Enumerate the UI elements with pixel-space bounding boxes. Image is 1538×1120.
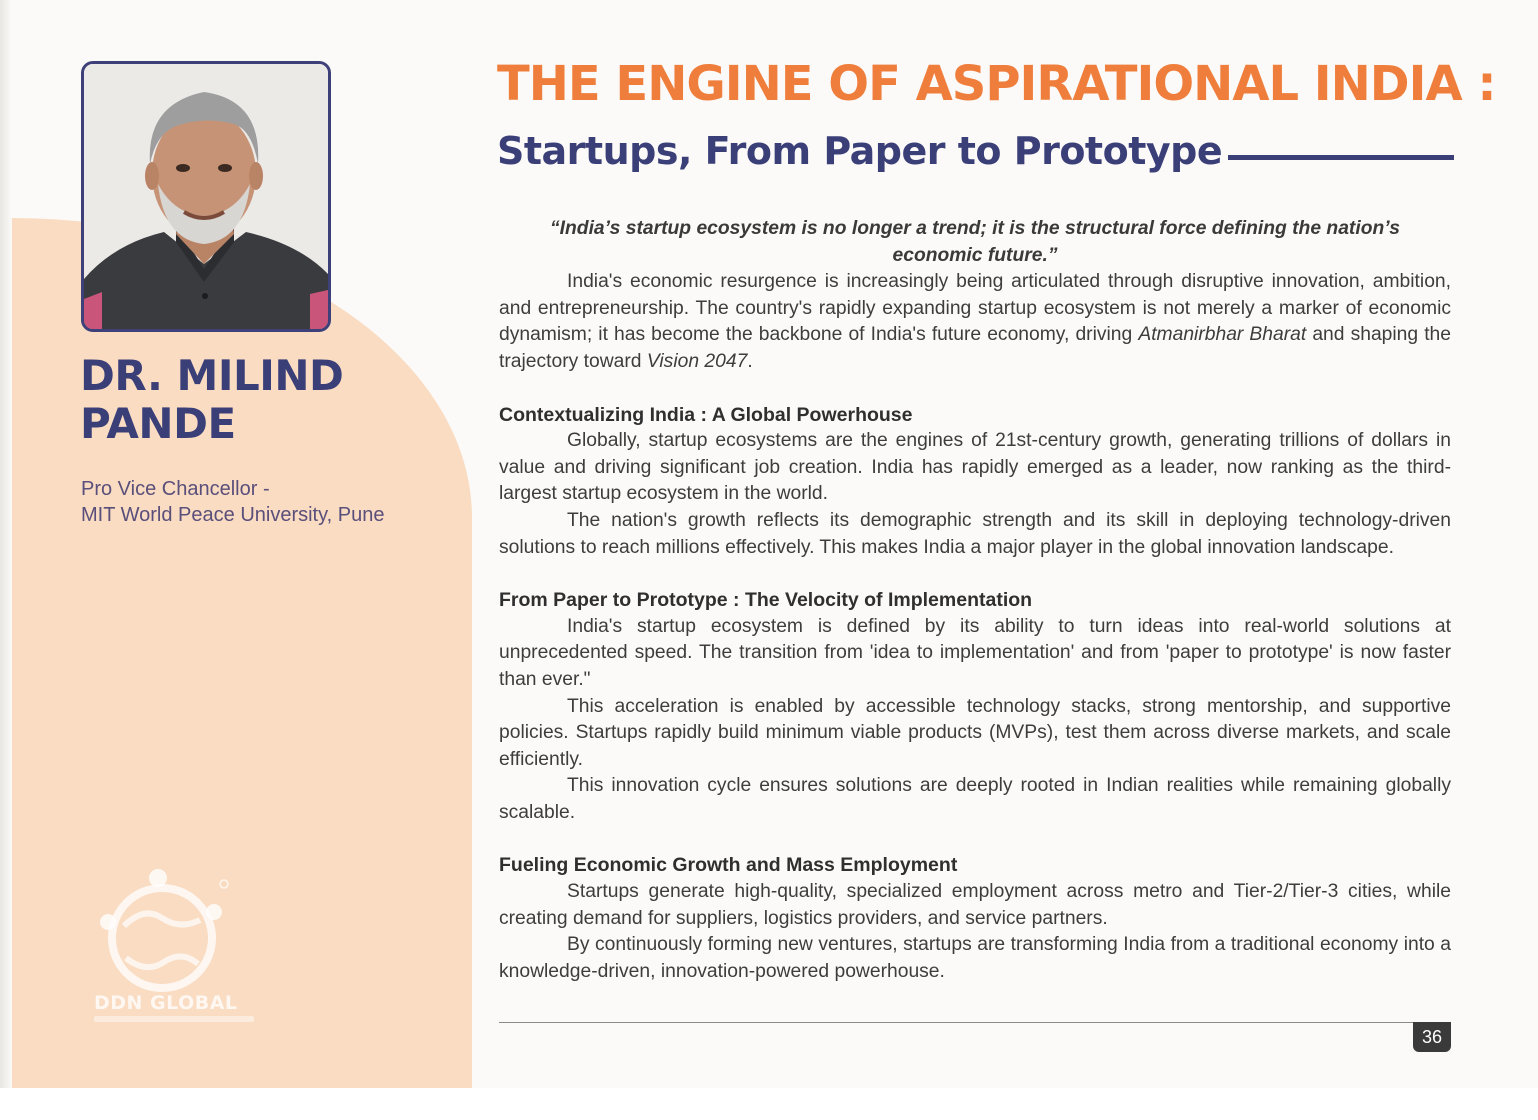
author-name (80, 352, 460, 448)
page-edge-shadow (0, 0, 12, 1120)
pull-quote: “India’s startup ecosystem is no longer a trend; it is the structural force defining the nation’s economic future.” (550, 218, 1400, 266)
section-paragraph: India's startup ecosystem is defined by its ability to turn ideas into real-world solutions at unprecedented speed. The transition from 'idea to implementation' and from 'paper to prototype' is now faster than ever." (499, 615, 1451, 690)
author-role (81, 476, 461, 528)
author-name-line1: DR. MILIND (80, 351, 344, 400)
section-paragraph: This acceleration is enabled by accessible technology stacks, strong mentorship, and supportive policies. Startups rapidly build minimum viable products (MVPs), test them across diverse markets, and scale efficiently. (499, 695, 1451, 770)
author-photo (81, 61, 331, 332)
article-subtitle: Startups, From Paper to Prototype (497, 129, 1223, 173)
footer-rule (499, 1022, 1413, 1023)
portrait-image (84, 64, 328, 329)
intro-text-3: . (747, 350, 753, 372)
intro-emphasis-1: Atmanirbhar Bharat (1138, 324, 1307, 346)
article-title: THE ENGINE OF ASPIRATIONAL INDIA : (497, 56, 1496, 112)
intro-paragraph (499, 269, 1451, 375)
section-heading: From Paper to Prototype : The Velocity of Implementation (499, 589, 1033, 612)
intro-emphasis-2: Vision 2047 (646, 350, 748, 372)
section-heading: Fueling Economic Growth and Mass Employment (499, 854, 958, 877)
logo-tagline (94, 1016, 254, 1022)
intro-text-1: India's economic resurgence is increasingly being articulated through disruptive innovation, ambition, and entrepreneurship. The country's rapidly expanding startup ecosystem is not merely a marker of economic dynamism; it has become the backbone of India's future economy, driving (499, 271, 1451, 346)
author-name-line2: PANDE (80, 399, 236, 448)
subtitle-underline (1228, 155, 1454, 160)
page-bottom-margin (0, 1088, 1538, 1120)
section-paragraph: By continuously forming new ventures, startups are transforming India from a traditional economy into a knowledge-driven, innovation-powered powerhouse. (499, 934, 1451, 982)
page-number: 36 (1413, 1022, 1451, 1052)
article-body (499, 216, 1451, 985)
section-heading: Contextualizing India : A Global Powerhouse (499, 403, 913, 426)
section-paragraph: Globally, startup ecosystems are the engines of 21st-century growth, generating trillions of dollars in value and driving significant job creation. India has rapidly emerged as a leader, now ranking as the third-largest startup ecosystem in the world. (499, 430, 1451, 505)
section-paragraph: Startups generate high-quality, specialized employment across metro and Tier-2/Tier-3 cities, while creating demand for suppliers, logistics providers, and service partners. (499, 881, 1451, 929)
section-paragraph: This innovation cycle ensures solutions are deeply rooted in Indian realities while remaining globally scalable. (499, 775, 1451, 823)
author-role-line1: Pro Vice Chancellor - (81, 478, 270, 500)
intro-text-2: and shaping the trajectory toward (499, 324, 1452, 372)
author-role-line2: MIT World Peace University, Pune (81, 504, 385, 526)
logo-wordmark: DDN GLOBAL (94, 992, 238, 1014)
section-paragraph: The nation's growth reflects its demographic strength and its skill in deploying technology-driven solutions to reach millions effectively. This makes India a major player in the global innovation landscape. (499, 509, 1451, 558)
